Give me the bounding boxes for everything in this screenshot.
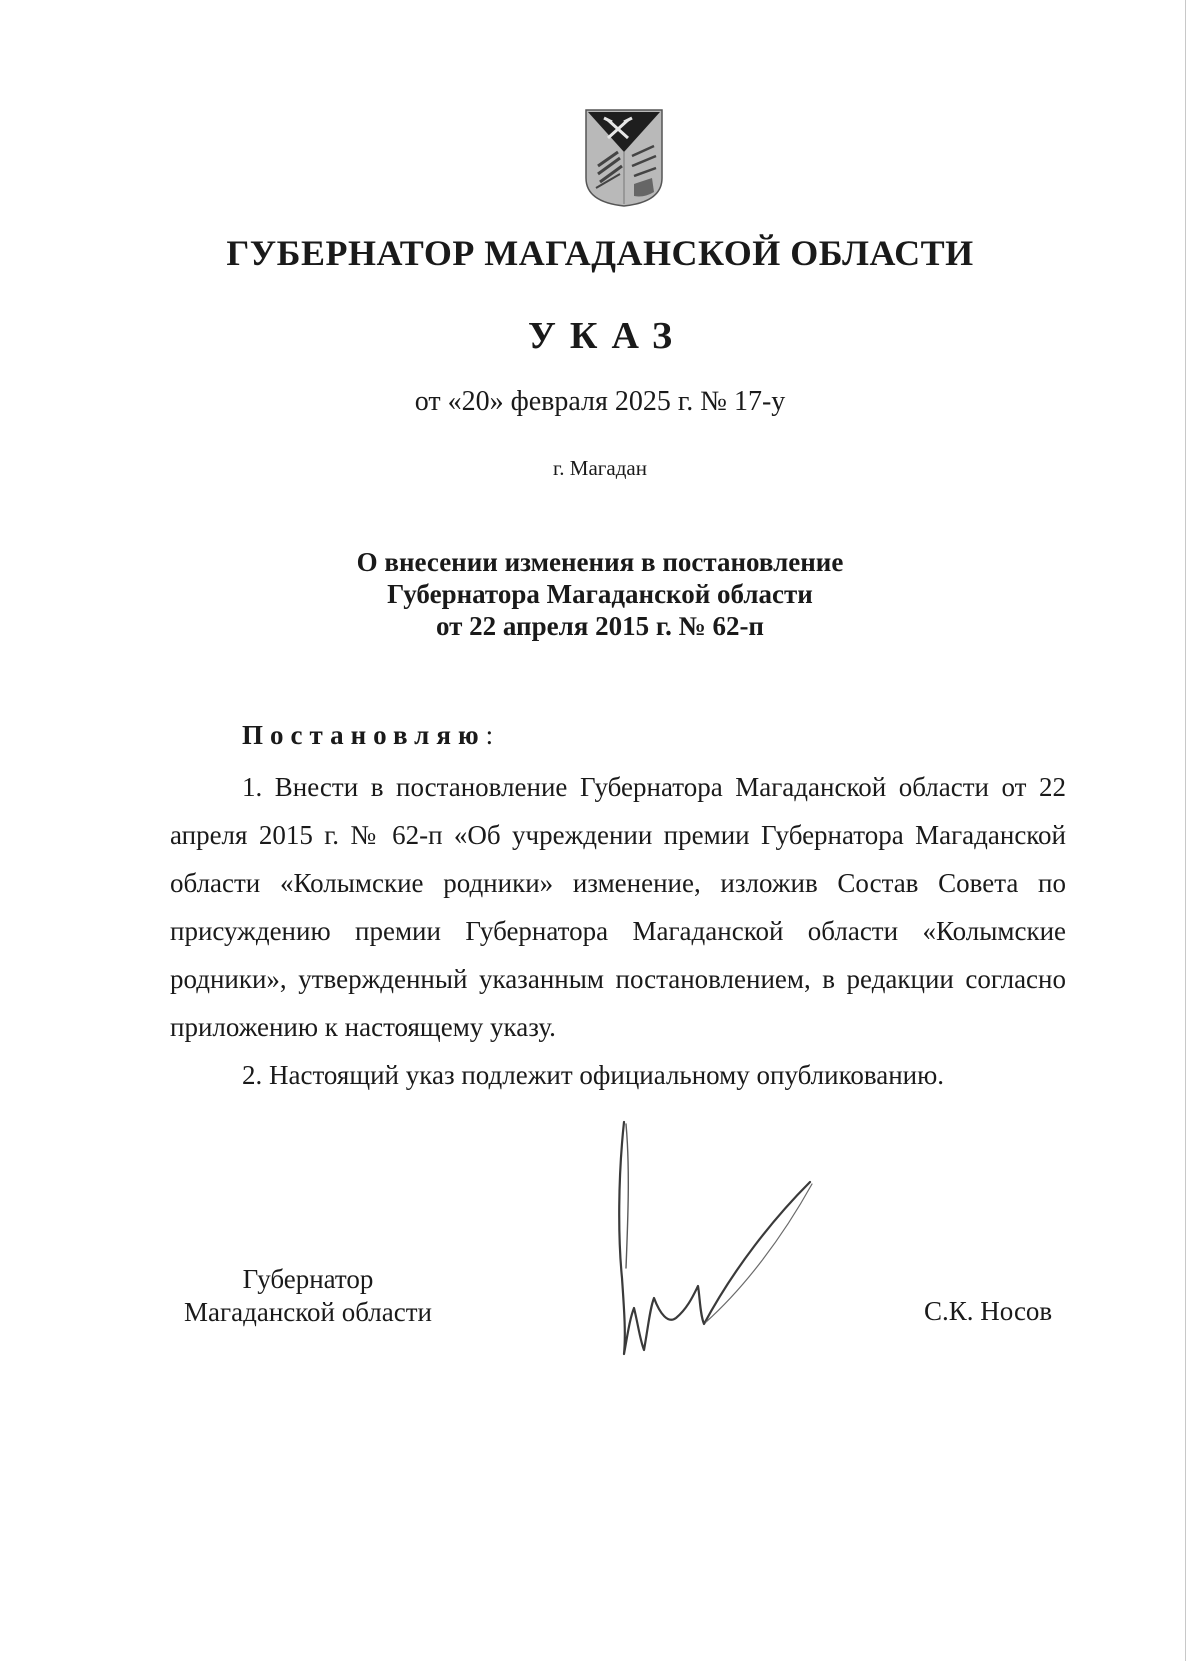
decree-word-text: Постановляю xyxy=(242,720,486,750)
document-body xyxy=(170,763,1066,1099)
decree-word-colon: : xyxy=(485,720,494,750)
paragraph-2: 2. Настоящий указ подлежит официальному опубликованию. xyxy=(242,1060,945,1090)
handwritten-signature xyxy=(614,1118,834,1368)
signer-position-line-1: Губернатор xyxy=(242,1264,374,1294)
subject-line-3: от 22 апреля 2015 г. № 62-п xyxy=(435,611,764,641)
document-date-number: от «20» февраля 2025 г. № 17-у xyxy=(414,386,786,417)
document-city: г. Магадан xyxy=(553,456,647,480)
subject-line-1: О внесении изменения в постановление xyxy=(356,547,844,577)
decree-word xyxy=(242,720,493,751)
signer-position-line-2: Магаданской области xyxy=(184,1297,432,1327)
signer-position xyxy=(158,1263,458,1329)
signer-name: С.К. Носов xyxy=(924,1296,1053,1326)
document-type: УКАЗ xyxy=(528,315,686,357)
issuing-authority: ГУБЕРНАТОР МАГАДАНСКОЙ ОБЛАСТИ xyxy=(226,233,974,273)
coat-of-arms-icon xyxy=(584,108,664,208)
document-subject xyxy=(0,546,1200,642)
subject-line-2: Губернатора Магаданской области xyxy=(387,579,813,609)
paragraph-1: 1. Внести в постановление Губернатора Магаданской области от 22 апреля 2015 г. № 62-п «Об учреждении премии Губернатора Магаданской области «Колымские родники» изменение, изложив Состав Совета по присуждению премии Губернатора Магаданской области «Колымские родники», утвержденный указанным постановлением, в редакции согласно приложению к настоящему указу. xyxy=(170,772,1066,1042)
